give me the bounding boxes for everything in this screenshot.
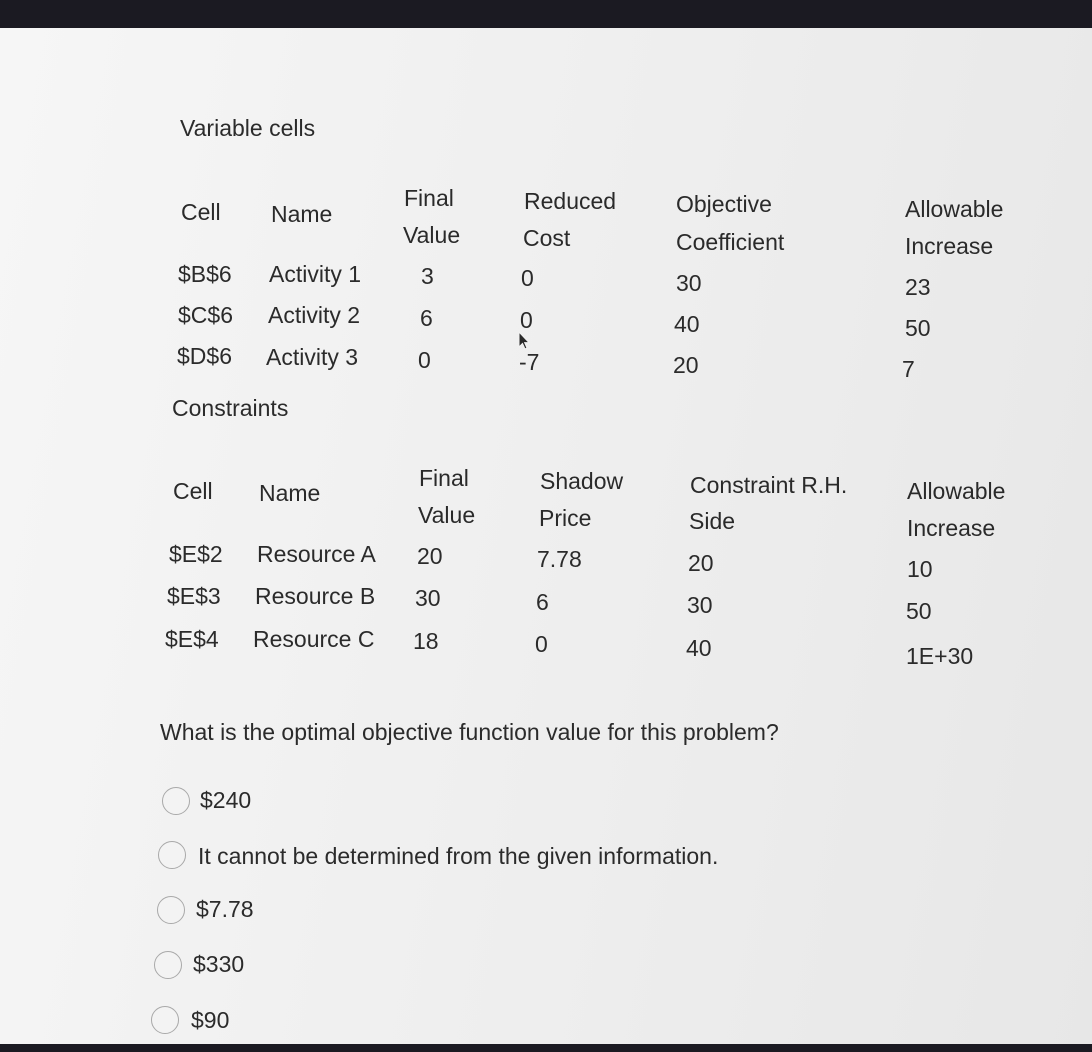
top-bezel [0,0,1092,28]
var-row1-cell: $B$6 [178,261,232,287]
con-row2-allowable: 50 [906,598,932,624]
con-row3-allowable: 1E+30 [906,643,974,669]
header-allowable-line1: Allowable [905,196,1004,222]
var-row1-final: 3 [421,263,434,289]
c-header-shadow-line1: Shadow [540,468,624,494]
header-reduced-cost-line2: Cost [523,225,571,251]
quiz-page [0,28,1092,1044]
c-header-allowable-line2: Increase [907,515,996,541]
option-label: $240 [200,787,252,813]
con-row3-rhs: 40 [686,635,712,661]
var-row2-reduced: 0 [520,307,533,333]
var-row3-cell: $D$6 [177,343,232,369]
con-row2-shadow: 6 [536,589,549,615]
header-final-value-line2: Value [403,222,461,248]
option-label: $7.78 [196,896,254,922]
header-final-value-line1: Final [404,185,454,211]
header-objective-line2: Coefficient [676,229,785,255]
option-label: It cannot be determined from the given information. [198,843,719,869]
var-row1-allowable: 23 [905,274,931,300]
option-label: $330 [193,951,245,977]
con-row2-name: Resource B [255,583,376,609]
con-row3-name: Resource C [253,626,375,652]
var-row2-final: 6 [420,305,433,331]
var-row3-objective: 20 [673,352,699,378]
var-row3-reduced: -7 [519,349,540,375]
variable-cells-title: Variable cells [180,115,316,141]
header-objective-line1: Objective [676,191,772,217]
radio-button[interactable] [154,951,182,979]
con-row1-cell: $E$2 [169,541,223,567]
c-header-final-line2: Value [418,502,476,528]
header-cell: Cell [181,199,221,225]
var-row2-name: Activity 2 [268,302,361,328]
var-row2-objective: 40 [674,311,700,337]
header-reduced-cost-line1: Reduced [524,188,617,214]
option-label: $90 [191,1007,230,1033]
c-header-rhs-line2: Side [689,508,736,534]
header-name: Name [271,201,333,227]
constraints-title: Constraints [172,395,289,421]
con-row1-allowable: 10 [907,556,933,582]
con-row1-name: Resource A [257,541,376,567]
mouse-cursor-icon [517,331,531,351]
question-text: What is the optimal objective function value for this problem? [160,719,779,745]
header-allowable-line2: Increase [905,233,994,259]
con-row3-cell: $E$4 [165,626,219,652]
con-row3-final: 18 [413,628,439,654]
c-header-cell: Cell [173,478,213,504]
var-row3-name: Activity 3 [266,344,359,370]
c-header-final-line1: Final [419,465,469,491]
c-header-shadow-line2: Price [539,505,592,531]
con-row2-rhs: 30 [687,592,713,618]
var-row2-allowable: 50 [905,315,931,341]
con-row1-rhs: 20 [688,550,714,576]
radio-button[interactable] [151,1006,179,1034]
con-row2-cell: $E$3 [167,583,221,609]
radio-button[interactable] [162,787,190,815]
c-header-rhs-line1: Constraint R.H. [690,472,848,498]
con-row2-final: 30 [415,585,441,611]
bottom-bezel [0,1044,1092,1052]
con-row1-final: 20 [417,543,443,569]
var-row1-objective: 30 [676,270,702,296]
var-row3-allowable: 7 [902,356,915,382]
var-row2-cell: $C$6 [178,302,233,328]
con-row3-shadow: 0 [535,631,548,657]
radio-button[interactable] [158,841,186,869]
var-row3-final: 0 [418,347,431,373]
var-row1-reduced: 0 [521,265,534,291]
var-row1-name: Activity 1 [269,261,362,287]
radio-button[interactable] [157,896,185,924]
c-header-name: Name [259,480,321,506]
con-row1-shadow: 7.78 [537,546,582,572]
c-header-allowable-line1: Allowable [907,478,1006,504]
